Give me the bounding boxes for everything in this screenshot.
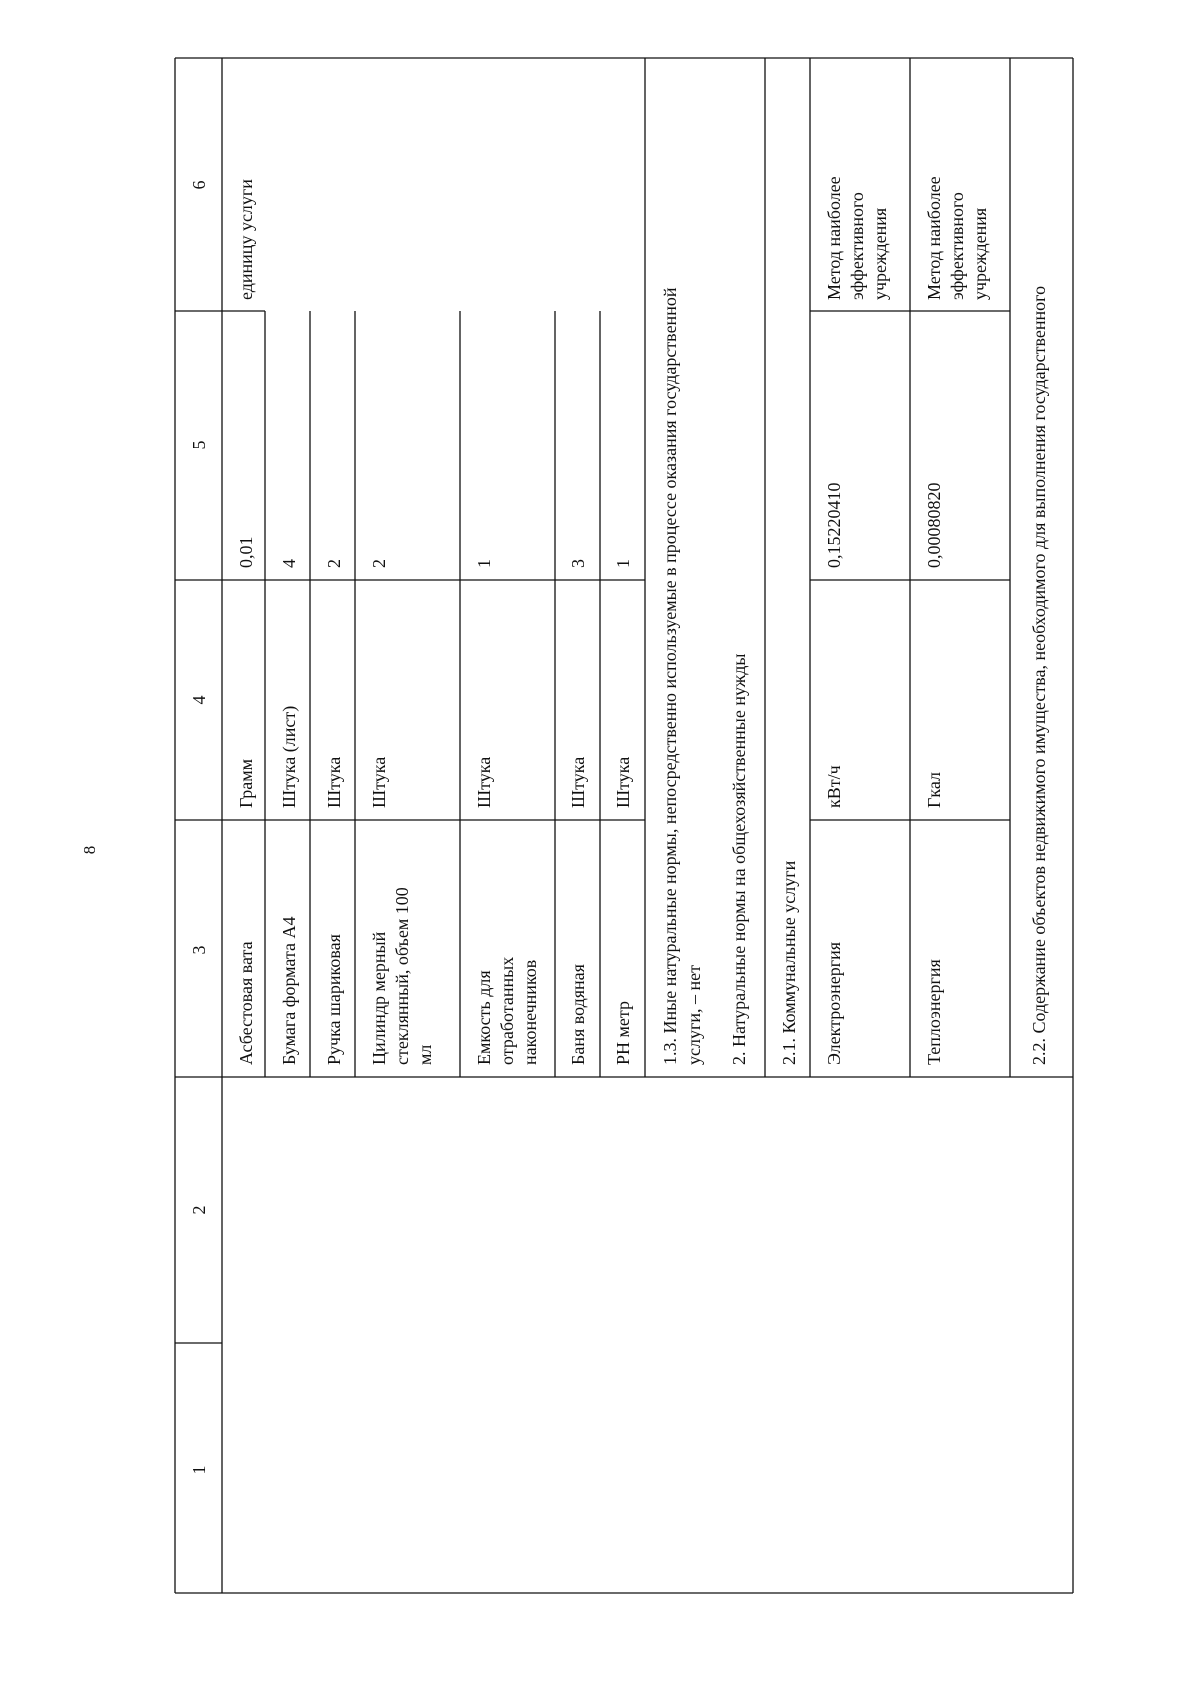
item-value: 3: [568, 559, 588, 568]
page-number: 8: [80, 845, 99, 855]
item-unit: Штука: [474, 756, 494, 808]
utility-unit: кВт/ч: [824, 765, 844, 808]
item-value: 2: [324, 559, 344, 568]
header-row: [189, 181, 209, 1475]
utility-value: 0,15220410: [824, 482, 844, 568]
section-2-1: 2.1. Коммунальные услуги: [779, 860, 799, 1065]
col-header-2: 2: [189, 1205, 209, 1215]
utilities-rows: [824, 176, 990, 1065]
utility-name: Электроэнергия: [824, 941, 844, 1065]
utility-method: Метод наиболее: [924, 176, 944, 300]
item-name: Емкость для: [474, 970, 494, 1065]
utility-name: Теплоэнергия: [924, 959, 944, 1065]
item-name: Цилиндр мерный: [369, 931, 389, 1065]
item-name: Асбестовая вата: [236, 941, 256, 1065]
item-name-line2: отработанных: [497, 956, 517, 1065]
item-name-line3: мл: [415, 1044, 435, 1065]
item-unit: Штука: [324, 756, 344, 808]
item-name-line2: стеклянный, объем 100: [392, 887, 412, 1065]
utility-method-line2: эффективного: [947, 192, 967, 300]
carryover-col6: единицу услуги: [236, 179, 256, 300]
col-header-6: 6: [189, 180, 209, 190]
utility-method-line2: эффективного: [847, 192, 867, 300]
item-unit: Штука (лист): [279, 705, 299, 808]
item-name: Баня водяная: [568, 964, 588, 1065]
item-name: Ручка шариковая: [324, 934, 344, 1065]
col-header-3: 3: [189, 945, 209, 955]
item-unit: Штука: [568, 756, 588, 808]
utility-unit: Гкал: [924, 771, 944, 808]
item-name: Бумага формата А4: [279, 916, 299, 1065]
utility-value: 0,00080820: [924, 482, 944, 568]
utility-method-line3: учреждения: [970, 207, 990, 300]
item-name: PH метр: [613, 1001, 633, 1065]
materials-rows: [236, 537, 633, 1066]
utility-method-line3: учреждения: [870, 207, 890, 300]
col-header-1: 1: [189, 1465, 209, 1475]
item-value: 0,01: [236, 536, 256, 568]
col-header-5: 5: [189, 440, 209, 450]
col-header-4: 4: [189, 695, 209, 705]
item-value: 1: [474, 559, 494, 568]
item-value: 4: [279, 559, 299, 568]
section-2: 2. Натуральные нормы на общехозяйственные нужды: [729, 653, 749, 1065]
section-1-3-line2: услуги, – нет: [684, 965, 704, 1065]
item-value: 2: [369, 559, 389, 568]
item-unit: Грамм: [236, 758, 256, 808]
item-name-line3: наконечников: [520, 959, 540, 1065]
item-unit: Штука: [369, 756, 389, 808]
utility-method: Метод наиболее: [824, 176, 844, 300]
section-2-2: 2.2. Содержание объектов недвижимого имущества, необходимого для выполнения государственного: [1029, 285, 1049, 1065]
section-1-3-line1: 1.3. Иные натуральные нормы, непосредственно используемые в процессе оказания государственной: [660, 287, 680, 1065]
item-value: 1: [613, 559, 633, 568]
item-unit: Штука: [613, 756, 633, 808]
